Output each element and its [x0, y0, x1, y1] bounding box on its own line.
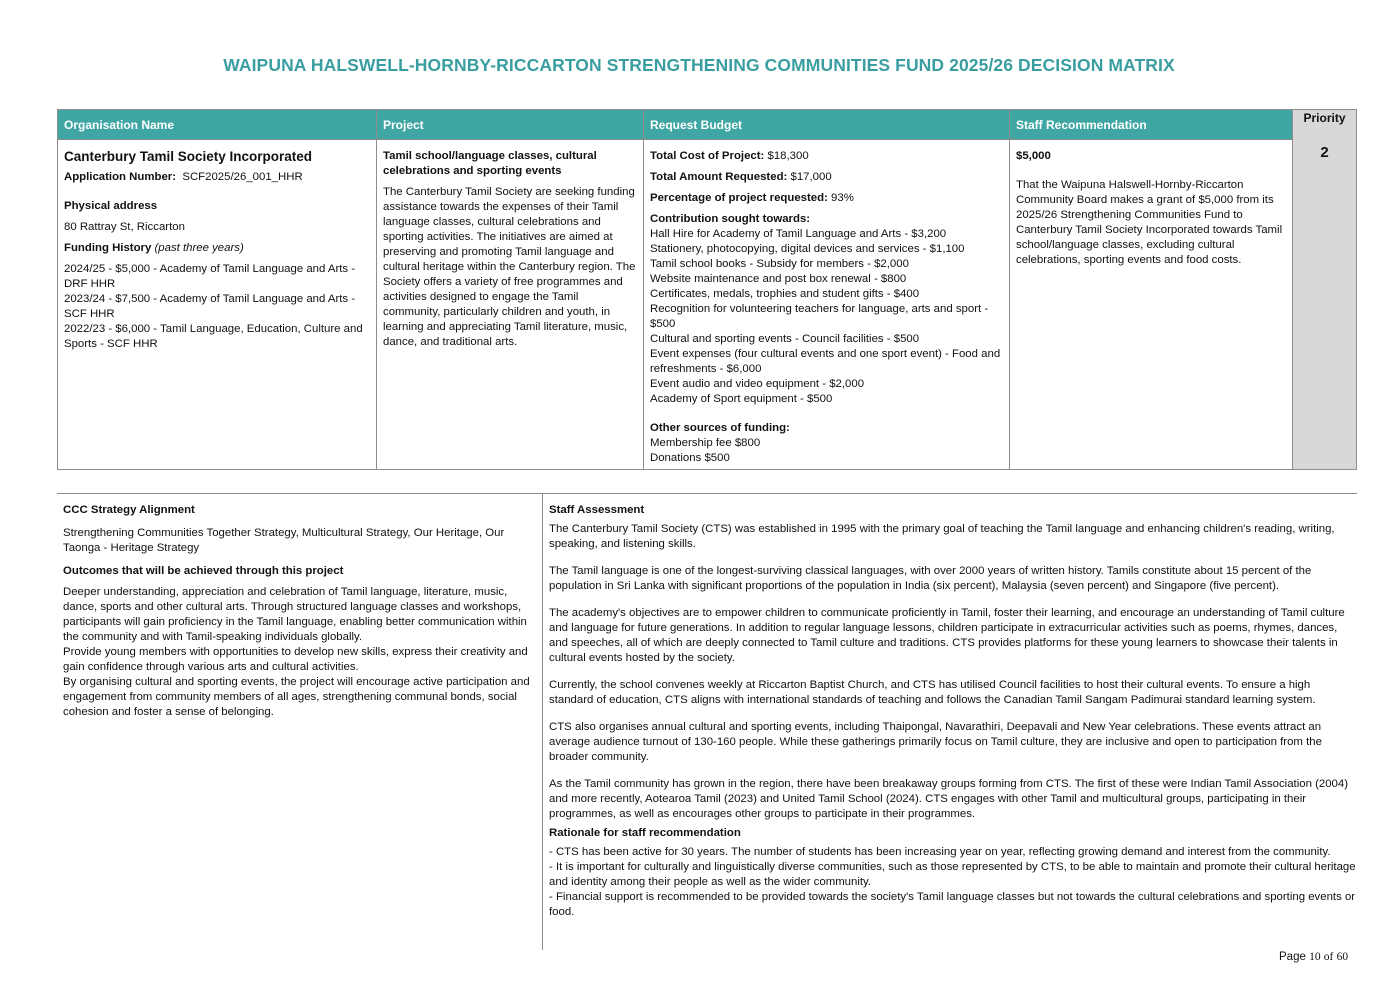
outcome-item: Provide young members with opportunities to develop new skills, express their creativity and gain confidence through various arts and cultural activities. — [63, 646, 528, 673]
outcomes-list — [63, 585, 536, 720]
assessment-paragraph: CTS also organises annual cultural and sporting events, including Thaipongal, Navarathiri, Deepavali and New Year celebrations. These events attract an average audience turnout of 130-160 people. While these gatherings primarily focus on Tamil culture, they are inclusive and open to participation from the broader community. — [549, 721, 1322, 763]
rationale-list — [549, 845, 1357, 920]
contribution-item: Cultural and sporting events - Council facilities - $500 — [650, 333, 920, 345]
total-cost: Total Cost of Project: $18,300 — [650, 150, 809, 162]
project-column — [376, 110, 643, 469]
contribution-item: Academy of Sport equipment - $500 — [650, 393, 833, 405]
org-name: Canterbury Tamil Society Incorporated — [64, 149, 313, 164]
other-funding-label: Other sources of funding: — [650, 422, 790, 434]
funding-history-item: 2023/24 - $7,500 - Academy of Tamil Language and Arts - SCF HHR — [64, 293, 356, 320]
contribution-list — [650, 227, 1003, 407]
assessment-heading: Staff Assessment — [549, 504, 645, 516]
recommended-amount: $5,000 — [1016, 150, 1051, 162]
assessment-paragraph: The Tamil language is one of the longest-surviving classical languages, with over 2000 years of written history. Tamils constitute about 15 percent of the population in Sri Lanka with significant proportions of the population in India (six percent), Malaysia (seven percent) and Singapore (five percent). — [549, 565, 1312, 592]
strategy-text: Strengthening Communities Together Strategy, Multicultural Strategy, Our Heritage, Our Taonga - Heritage Strategy — [63, 527, 505, 554]
contribution-item: Certificates, medals, trophies and student gifts - $400 — [650, 288, 920, 300]
address: 80 Rattray St, Riccarton — [64, 221, 185, 233]
funding-history-item: 2024/25 - $5,000 - Academy of Tamil Language and Arts - DRF HHR — [64, 263, 356, 290]
outcome-item: By organising cultural and sporting events, the project will encourage active participation and engagement from community members of all ages, strengthening communal bonds, social cohesion and foster a sense of belonging. — [63, 676, 530, 718]
assessment-paragraph: The Canterbury Tamil Society (CTS) was established in 1995 with the primary goal of teaching the Tamil language and enhancing children's reading, writing, speaking, and listening skills. — [549, 523, 1335, 550]
outcome-item: Deeper understanding, appreciation and celebration of Tamil language, literature, music, dance, sports and other cultural arts. Through structured language classes and workshops, participants will gain proficiency in the Tamil language, enabling better communication within the community and with Tamil-speaking individuals globally. — [63, 586, 527, 643]
contribution-item: Stationery, photocopying, digital devices and services - $1,100 — [650, 243, 965, 255]
rationale-item: - Financial support is recommended to be provided towards the society's Tamil language classes but not towards the cultural celebrations and sporting events or food. — [549, 891, 1356, 918]
header-staff: Staff Recommendation — [1010, 110, 1292, 140]
contribution-label: Contribution sought towards: — [650, 213, 811, 225]
page-number: Page 10 of 60 — [1279, 951, 1349, 963]
application-number: Application Number: SCF2025/26_001_HHR — [64, 171, 303, 183]
outcomes-heading: Outcomes that will be achieved through this project — [63, 565, 344, 577]
header-org: Organisation Name — [58, 110, 376, 140]
assessment-paragraph: As the Tamil community has grown in the region, there have been breakaway groups forming from CTS. The first of these were Indian Tamil Association (2004) and more recently, Aotearoa Tamil (2023) and United Tamil School (2024). CTS engages with other Tamil and multicultural groups, participating in their programmes, as well as encourages other groups to participate in their programmes. — [549, 778, 1349, 820]
budget-column — [643, 110, 1009, 469]
other-funding-item: Donations $500 — [650, 452, 730, 464]
decision-matrix-table — [57, 109, 1357, 470]
contribution-item: Hall Hire for Academy of Tamil Language and Arts - $3,200 — [650, 228, 947, 240]
contribution-item: Recognition for volunteering teachers for language, arts and sport - $500 — [650, 303, 989, 330]
rationale-heading: Rationale for staff recommendation — [549, 827, 741, 839]
total-requested: Total Amount Requested: $17,000 — [650, 171, 832, 183]
header-budget: Request Budget — [644, 110, 1009, 140]
rationale-item: - It is important for culturally and linguistically diverse communities, such as those represented by CTS, to be able to maintain and promote their cultural heritage and identity among their people as well as the wider community. — [549, 861, 1356, 888]
strategy-heading: CCC Strategy Alignment — [63, 504, 195, 516]
project-title: Tamil school/language classes, cultural celebrations and sporting events — [383, 150, 597, 177]
funding-history-list — [64, 262, 370, 352]
strategy-panel — [57, 494, 542, 950]
assessment-paragraph: The academy's objectives are to empower children to communicate proficiently in Tamil, foster their learning, and encourage an understanding of Tamil culture and language for future generations. In addition to regular language lessons, children participate in extracurricular activities such as poems, rhymes, dances, and speeches, all of which are deeply connected to Tamil culture and traditions. CTS provides platforms for these young learners to showcase their talents in cultural events hosted by the society. — [549, 607, 1345, 664]
page-title: WAIPUNA HALSWELL-HORNBY-RICCARTON STRENGTHENING COMMUNITIES FUND 2025/26 DECISION MATRIX — [223, 55, 1175, 75]
priority-value: 2 — [1320, 144, 1329, 161]
rationale-item: - CTS has been active for 30 years. The number of students has been increasing year on year, reflecting growing demand and interest from the community. — [549, 846, 1331, 858]
staff-column — [1009, 110, 1292, 469]
other-funding-item: Membership fee $800 — [650, 437, 761, 449]
staff-assessment-panel — [542, 494, 1357, 950]
contribution-item: Website maintenance and post box renewal - $800 — [650, 273, 907, 285]
assessment-paragraph: Currently, the school convenes weekly at Riccarton Baptist Church, and CTS has utilised Council facilities to host their cultural events. To ensure a high standard of education, CTS aligns with international standards of teaching and follows the Canadian Tamil Sangam Padimurai standard learning system. — [549, 679, 1316, 706]
percentage-requested: Percentage of project requested: 93% — [650, 192, 854, 204]
header-project: Project — [377, 110, 643, 140]
funding-history-item: 2022/23 - $6,000 - Tamil Language, Education, Culture and Sports - SCF HHR — [64, 323, 363, 350]
contribution-item: Tamil school books - Subsidy for members - $2,000 — [650, 258, 909, 270]
contribution-item: Event expenses (four cultural events and one sport event) - Food and refreshments - $6,000 — [650, 348, 1001, 375]
recommendation-text: That the Waipuna Halswell-Hornby-Riccarton Community Board makes a grant of $5,000 from its 2025/26 Strengthening Communities Fund to Canterbury Tamil Society Incorporated towards Tamil school/language classes, excluding cultural celebrations, sporting events and food costs. — [1016, 179, 1283, 266]
project-description: The Canterbury Tamil Society are seeking funding assistance towards the expenses of their Tamil language classes, cultural celebrations and sporting activities. The initiatives are aimed at preserving and promoting Tamil language and cultural heritage within the Canterbury region. The Society offers a variety of free programmes and activities designed to engage the Tamil community, particularly children and youth, in learning and appreciating Tamil literature, music, dance, and traditional arts. — [383, 186, 636, 348]
header-priority: Priority — [1303, 111, 1346, 125]
funding-history-label: Funding History (past three years) — [64, 242, 244, 254]
contribution-item: Event audio and video equipment - $2,000 — [650, 378, 865, 390]
assessment-section — [57, 493, 1357, 950]
priority-column — [1292, 110, 1356, 469]
org-column — [58, 110, 376, 469]
address-label: Physical address — [64, 200, 158, 212]
